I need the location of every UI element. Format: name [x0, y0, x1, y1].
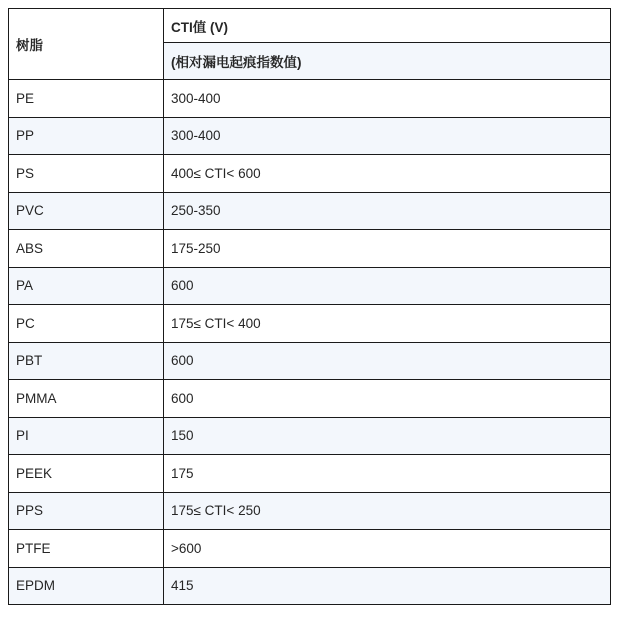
cti-value-cell: 175-250	[164, 230, 611, 268]
table-row	[9, 267, 611, 305]
resin-cell: PTFE	[9, 530, 164, 568]
cti-value-cell: 175≤ CTI< 250	[164, 492, 611, 530]
cti-value-cell: 415	[164, 567, 611, 605]
resin-cell: PPS	[9, 492, 164, 530]
resin-cell: PP	[9, 117, 164, 155]
table-row	[9, 567, 611, 605]
header-cell-resin: 树脂	[9, 9, 164, 80]
cti-value-cell: 175≤ CTI< 400	[164, 305, 611, 343]
header-cell-cti-title: CTI值 (V)	[164, 9, 611, 43]
table-row	[9, 380, 611, 418]
cti-value-cell: 150	[164, 417, 611, 455]
resin-cell: PMMA	[9, 380, 164, 418]
cti-value-cell: 250-350	[164, 192, 611, 230]
table-row	[9, 305, 611, 343]
table-row	[9, 155, 611, 193]
resin-cell: PS	[9, 155, 164, 193]
table-row	[9, 530, 611, 568]
table-row	[9, 230, 611, 268]
resin-cell: PBT	[9, 342, 164, 380]
table-row	[9, 117, 611, 155]
cti-value-cell: 175	[164, 455, 611, 493]
table-row	[9, 192, 611, 230]
resin-cell: PC	[9, 305, 164, 343]
cti-value-cell: 300-400	[164, 117, 611, 155]
cti-value-cell: 600	[164, 380, 611, 418]
table-row	[9, 342, 611, 380]
resin-cell: PVC	[9, 192, 164, 230]
resin-cell: PI	[9, 417, 164, 455]
resin-cell: EPDM	[9, 567, 164, 605]
cti-table	[8, 8, 611, 605]
cti-value-cell: 300-400	[164, 80, 611, 118]
table-row	[9, 492, 611, 530]
table-row	[9, 80, 611, 118]
header-cell-cti-subtitle: (相对漏电起痕指数值)	[164, 43, 611, 80]
cti-value-cell: 600	[164, 267, 611, 305]
table-row	[9, 417, 611, 455]
resin-cell: ABS	[9, 230, 164, 268]
cti-table-container	[8, 8, 611, 605]
resin-cell: PA	[9, 267, 164, 305]
cti-value-cell: >600	[164, 530, 611, 568]
resin-cell: PE	[9, 80, 164, 118]
header-row-1	[9, 9, 611, 43]
cti-value-cell: 600	[164, 342, 611, 380]
table-row	[9, 455, 611, 493]
resin-cell: PEEK	[9, 455, 164, 493]
cti-value-cell: 400≤ CTI< 600	[164, 155, 611, 193]
